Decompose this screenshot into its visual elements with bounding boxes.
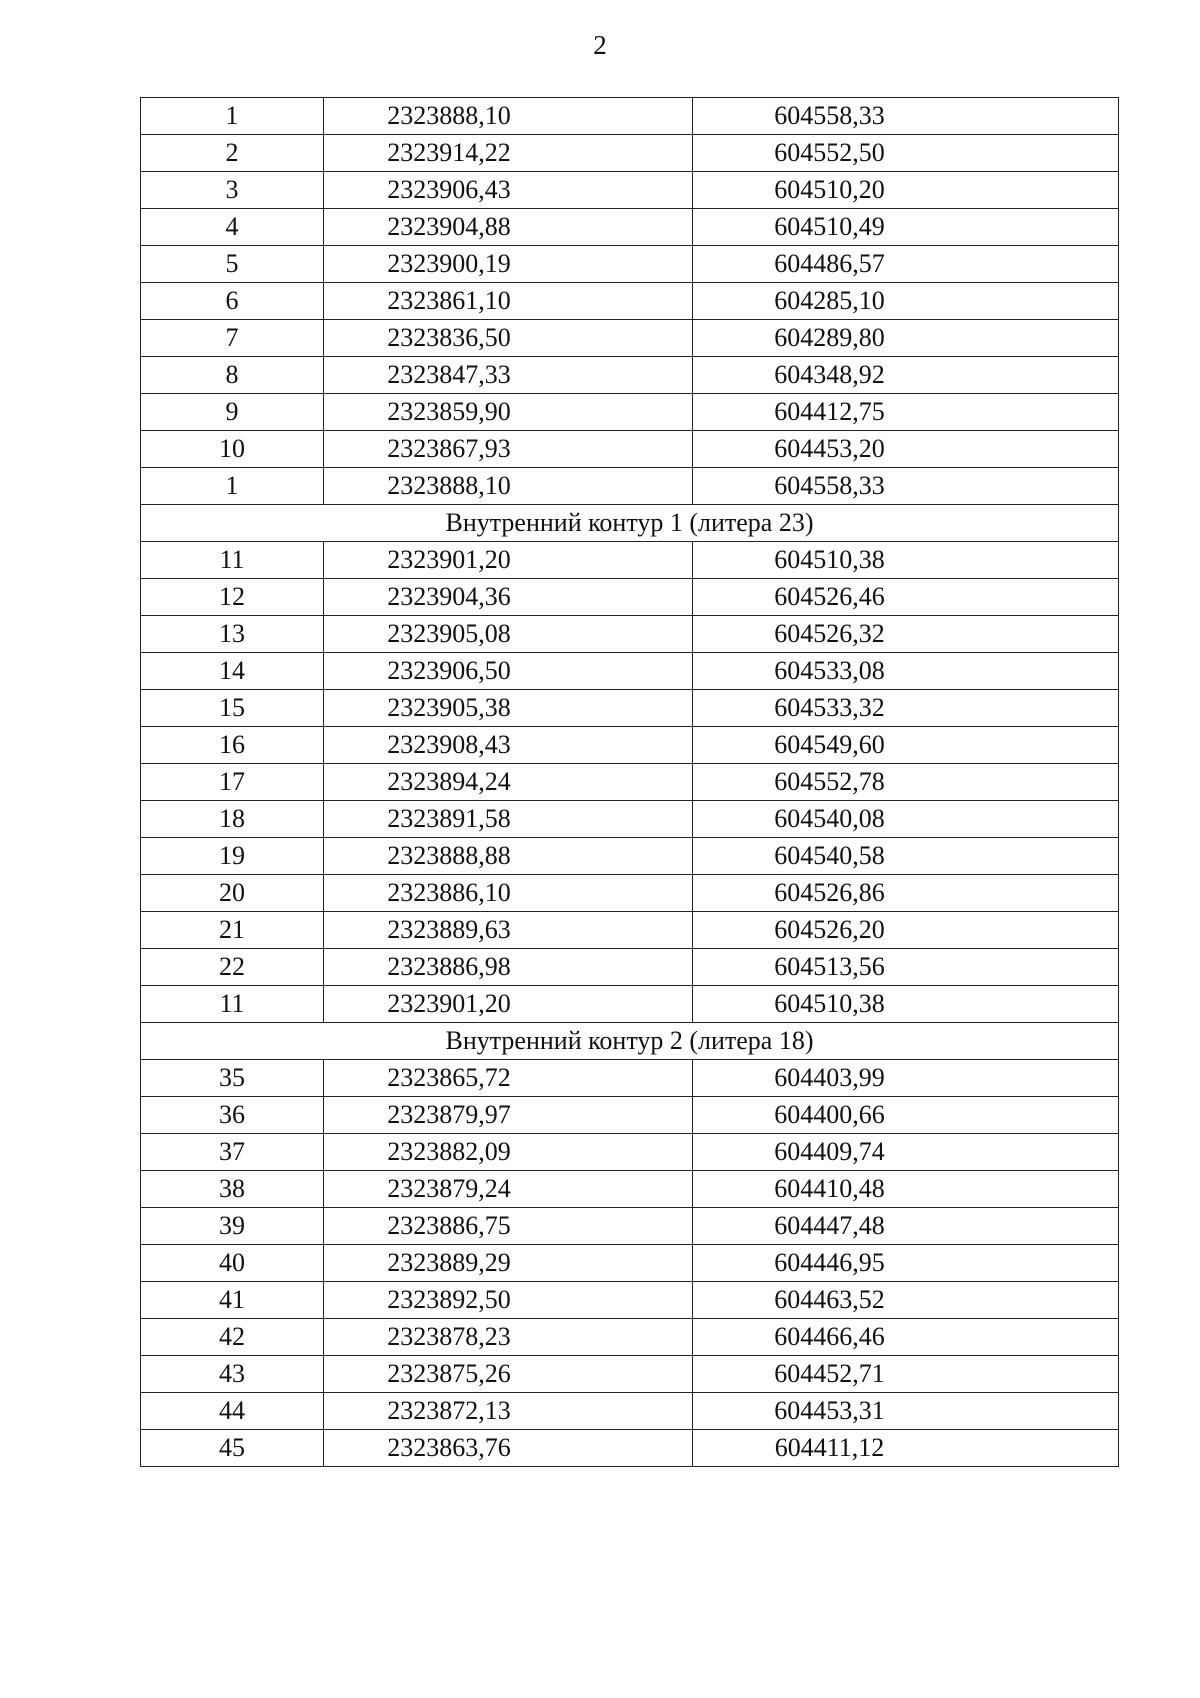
y-coordinate-cell: 604526,86: [693, 875, 1119, 912]
table-row: [141, 579, 1119, 616]
y-coordinate-cell: 604452,71: [693, 1356, 1119, 1393]
y-coordinate-cell: 604403,99: [693, 1060, 1119, 1097]
table-row: [141, 1171, 1119, 1208]
y-coordinate-cell: 604447,48: [693, 1208, 1119, 1245]
y-coordinate-cell: 604549,60: [693, 727, 1119, 764]
x-coordinate-cell: 2323847,33: [324, 357, 693, 394]
table-row: [141, 653, 1119, 690]
x-coordinate-cell: 2323859,90: [324, 394, 693, 431]
y-coordinate-cell: 604510,20: [693, 172, 1119, 209]
x-coordinate-cell: 2323888,88: [324, 838, 693, 875]
y-coordinate-cell: 604285,10: [693, 283, 1119, 320]
x-coordinate-cell: 2323894,24: [324, 764, 693, 801]
y-coordinate-cell: 604533,08: [693, 653, 1119, 690]
y-coordinate-cell: 604453,20: [693, 431, 1119, 468]
y-coordinate-cell: 604552,50: [693, 135, 1119, 172]
y-coordinate-cell: 604526,46: [693, 579, 1119, 616]
y-coordinate-cell: 604552,78: [693, 764, 1119, 801]
y-coordinate-cell: 604533,32: [693, 690, 1119, 727]
y-coordinate-cell: 604463,52: [693, 1282, 1119, 1319]
y-coordinate-cell: 604513,56: [693, 949, 1119, 986]
x-coordinate-cell: 2323861,10: [324, 283, 693, 320]
x-coordinate-cell: 2323878,23: [324, 1319, 693, 1356]
table-row: [141, 801, 1119, 838]
y-coordinate-cell: 604558,33: [693, 468, 1119, 505]
table-row: [141, 1060, 1119, 1097]
y-coordinate-cell: 604510,38: [693, 986, 1119, 1023]
x-coordinate-cell: 2323892,50: [324, 1282, 693, 1319]
x-coordinate-cell: 2323879,24: [324, 1171, 693, 1208]
table-row: [141, 394, 1119, 431]
point-number-cell: 17: [141, 764, 324, 801]
point-number-cell: 41: [141, 1282, 324, 1319]
point-number-cell: 2: [141, 135, 324, 172]
table-row: [141, 1430, 1119, 1467]
x-coordinate-cell: 2323886,98: [324, 949, 693, 986]
table-row: [141, 727, 1119, 764]
table-row: [141, 431, 1119, 468]
x-coordinate-cell: 2323886,75: [324, 1208, 693, 1245]
point-number-cell: 5: [141, 246, 324, 283]
y-coordinate-cell: 604558,33: [693, 98, 1119, 135]
point-number-cell: 22: [141, 949, 324, 986]
x-coordinate-cell: 2323905,08: [324, 616, 693, 653]
table-row: [141, 764, 1119, 801]
point-number-cell: 12: [141, 579, 324, 616]
table-row: [141, 1356, 1119, 1393]
x-coordinate-cell: 2323879,97: [324, 1097, 693, 1134]
point-number-cell: 9: [141, 394, 324, 431]
inner-contour-1-title: Внутренний контур 1 (литера 23): [141, 505, 1119, 542]
x-coordinate-cell: 2323914,22: [324, 135, 693, 172]
y-coordinate-cell: 604289,80: [693, 320, 1119, 357]
x-coordinate-cell: 2323863,76: [324, 1430, 693, 1467]
table-row: [141, 986, 1119, 1023]
y-coordinate-cell: 604412,75: [693, 394, 1119, 431]
y-coordinate-cell: 604446,95: [693, 1245, 1119, 1282]
point-number-cell: 11: [141, 986, 324, 1023]
point-number-cell: 6: [141, 283, 324, 320]
table-row: [141, 1208, 1119, 1245]
table-row: [141, 1097, 1119, 1134]
coordinates-table-body: [141, 98, 1119, 1467]
x-coordinate-cell: 2323889,63: [324, 912, 693, 949]
x-coordinate-cell: 2323906,50: [324, 653, 693, 690]
section-row: [141, 505, 1119, 542]
x-coordinate-cell: 2323904,88: [324, 209, 693, 246]
point-number-cell: 36: [141, 1097, 324, 1134]
table-row: [141, 320, 1119, 357]
x-coordinate-cell: 2323904,36: [324, 579, 693, 616]
table-row: [141, 1245, 1119, 1282]
x-coordinate-cell: 2323900,19: [324, 246, 693, 283]
point-number-cell: 20: [141, 875, 324, 912]
y-coordinate-cell: 604453,31: [693, 1393, 1119, 1430]
point-number-cell: 43: [141, 1356, 324, 1393]
table-row: [141, 912, 1119, 949]
y-coordinate-cell: 604410,48: [693, 1171, 1119, 1208]
table-row: [141, 283, 1119, 320]
table-row: [141, 1393, 1119, 1430]
table-row: [141, 690, 1119, 727]
table-row: [141, 209, 1119, 246]
point-number-cell: 4: [141, 209, 324, 246]
y-coordinate-cell: 604526,32: [693, 616, 1119, 653]
point-number-cell: 19: [141, 838, 324, 875]
x-coordinate-cell: 2323875,26: [324, 1356, 693, 1393]
table-row: [141, 1319, 1119, 1356]
coordinates-table: [140, 97, 1119, 1467]
x-coordinate-cell: 2323865,72: [324, 1060, 693, 1097]
y-coordinate-cell: 604348,92: [693, 357, 1119, 394]
section-row: [141, 1023, 1119, 1060]
point-number-cell: 38: [141, 1171, 324, 1208]
point-number-cell: 42: [141, 1319, 324, 1356]
table-row: [141, 246, 1119, 283]
point-number-cell: 18: [141, 801, 324, 838]
table-row: [141, 1282, 1119, 1319]
point-number-cell: 1: [141, 98, 324, 135]
point-number-cell: 14: [141, 653, 324, 690]
point-number-cell: 44: [141, 1393, 324, 1430]
x-coordinate-cell: 2323891,58: [324, 801, 693, 838]
point-number-cell: 37: [141, 1134, 324, 1171]
x-coordinate-cell: 2323908,43: [324, 727, 693, 764]
y-coordinate-cell: 604486,57: [693, 246, 1119, 283]
point-number-cell: 10: [141, 431, 324, 468]
x-coordinate-cell: 2323901,20: [324, 542, 693, 579]
x-coordinate-cell: 2323872,13: [324, 1393, 693, 1430]
y-coordinate-cell: 604510,49: [693, 209, 1119, 246]
table-row: [141, 172, 1119, 209]
table-row: [141, 616, 1119, 653]
x-coordinate-cell: 2323882,09: [324, 1134, 693, 1171]
page-number: 2: [593, 30, 607, 60]
x-coordinate-cell: 2323836,50: [324, 320, 693, 357]
point-number-cell: 21: [141, 912, 324, 949]
table-row: [141, 542, 1119, 579]
x-coordinate-cell: 2323905,38: [324, 690, 693, 727]
point-number-cell: 39: [141, 1208, 324, 1245]
x-coordinate-cell: 2323888,10: [324, 468, 693, 505]
y-coordinate-cell: 604540,08: [693, 801, 1119, 838]
table-row: [141, 135, 1119, 172]
table-row: [141, 357, 1119, 394]
x-coordinate-cell: 2323888,10: [324, 98, 693, 135]
point-number-cell: 3: [141, 172, 324, 209]
x-coordinate-cell: 2323886,10: [324, 875, 693, 912]
table-row: [141, 468, 1119, 505]
y-coordinate-cell: 604409,74: [693, 1134, 1119, 1171]
point-number-cell: 13: [141, 616, 324, 653]
y-coordinate-cell: 604411,12: [693, 1430, 1119, 1467]
point-number-cell: 8: [141, 357, 324, 394]
point-number-cell: 16: [141, 727, 324, 764]
point-number-cell: 1: [141, 468, 324, 505]
y-coordinate-cell: 604466,46: [693, 1319, 1119, 1356]
x-coordinate-cell: 2323867,93: [324, 431, 693, 468]
y-coordinate-cell: 604400,66: [693, 1097, 1119, 1134]
inner-contour-2-title: Внутренний контур 2 (литера 18): [141, 1023, 1119, 1060]
x-coordinate-cell: 2323906,43: [324, 172, 693, 209]
point-number-cell: 7: [141, 320, 324, 357]
point-number-cell: 35: [141, 1060, 324, 1097]
table-row: [141, 1134, 1119, 1171]
x-coordinate-cell: 2323901,20: [324, 986, 693, 1023]
point-number-cell: 11: [141, 542, 324, 579]
point-number-cell: 45: [141, 1430, 324, 1467]
y-coordinate-cell: 604510,38: [693, 542, 1119, 579]
y-coordinate-cell: 604526,20: [693, 912, 1119, 949]
y-coordinate-cell: 604540,58: [693, 838, 1119, 875]
table-row: [141, 949, 1119, 986]
x-coordinate-cell: 2323889,29: [324, 1245, 693, 1282]
table-row: [141, 98, 1119, 135]
table-row: [141, 838, 1119, 875]
table-row: [141, 875, 1119, 912]
point-number-cell: 15: [141, 690, 324, 727]
point-number-cell: 40: [141, 1245, 324, 1282]
